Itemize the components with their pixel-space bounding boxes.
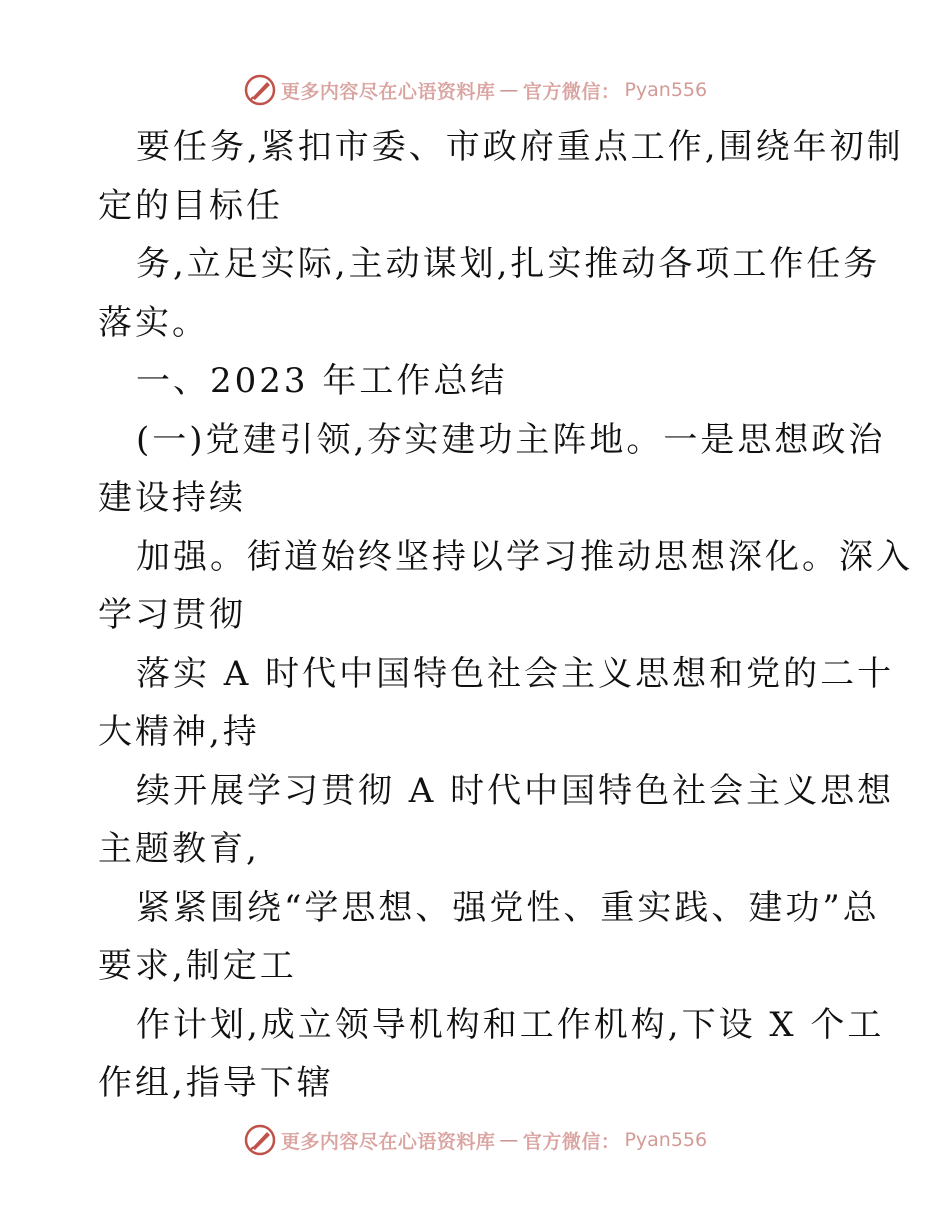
watermark-site-text: 更多内容尽在心语资料库 [280, 1130, 496, 1153]
watermark-site-text: 更多内容尽在心语资料库 [280, 80, 496, 103]
text-line: 学习贯彻 [98, 595, 246, 635]
watermark-separator: — [499, 1129, 519, 1151]
watermark-contact-id: Pyan556 [624, 79, 708, 101]
text-line: (一)党建引领,夯实建功主阵地。一是思想政治 [136, 419, 886, 460]
text-line: 大精神,持 [98, 712, 260, 752]
text-line: 务,立足实际,主动谋划,扎实推动各项工作任务 [136, 244, 881, 284]
watermark-contact-label: 官方微信： [522, 80, 621, 103]
text-line: 作组,指导下辖 [98, 1063, 334, 1103]
footer-watermark [0, 1120, 950, 1160]
header-watermark [0, 70, 950, 110]
text-line: 建设持续 [98, 478, 246, 518]
quill-logo-icon [243, 1123, 277, 1157]
text-line: 作计划,成立领导机构和工作机构,下设 X 个工 [136, 1004, 885, 1045]
text-line: 落实。 [98, 302, 209, 343]
text-line: 要求,制定工 [98, 946, 297, 986]
text-line: 定的目标任 [98, 185, 283, 226]
text-line: 续开展学习贯彻 A 时代中国特色社会主义思想 [136, 770, 895, 811]
text-line: 要任务,紧扣市委、市政府重点工作,围绕年初制 [136, 127, 904, 167]
text-line: 落实 A 时代中国特色社会主义思想和党的二十 [136, 653, 895, 694]
section-heading: 一、2023 年工作总结 [136, 361, 508, 401]
document-body [98, 118, 913, 1113]
watermark-separator: — [499, 79, 519, 101]
watermark-contact-id: Pyan556 [624, 1129, 708, 1151]
text-line: 紧紧围绕“学思想、强党性、重实践、建功”总 [136, 887, 880, 928]
text-line: 加强。街道始终坚持以学习推动思想深化。深入 [136, 536, 913, 577]
text-line: 主题教育, [98, 829, 260, 869]
quill-logo-icon [243, 73, 277, 107]
watermark-contact-label: 官方微信： [522, 1130, 621, 1153]
